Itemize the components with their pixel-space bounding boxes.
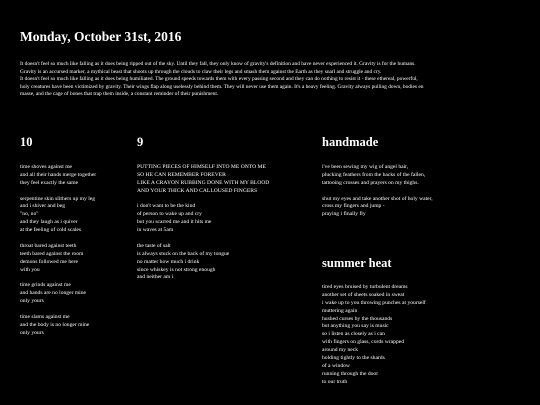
poem-line: and the body is no longer mine [20,321,90,328]
poem-line: AND YOUR THICK AND CALLOUSED FINGERS [137,187,258,194]
poem-line: so i listen as closely as i can [322,331,385,338]
poem-line: tattooing crosses and prayers on my thighs. [322,179,419,186]
poem-line: "no, no" [20,211,39,218]
poem-line: only yours [20,298,44,305]
intro-line: Gravity is an accursed marker, a mythical beast that shoots up through the clouds to claw their legs and smash them against the Earth as they snarl and struggle and cry. [20,68,382,75]
poem-line: praying i finally fly [322,211,366,218]
poem-line: holding tightly to the shards [322,355,385,362]
poem-line: of a window [322,362,350,369]
poem-10-body [20,164,96,338]
poem-stanza [322,196,433,220]
poem-stanza [322,284,426,387]
poem-line: tired eyes bruised by turbulent dreams [322,284,408,290]
poem-line: teeth bared against the room [20,250,84,257]
poem-line: only yours [20,329,44,336]
poem-line: to our truth [322,378,348,385]
poem-line: with fingers on glass, cords wrapped [322,339,405,346]
poem-title-summer-heat: summer heat [322,256,392,270]
poem-line: time grinds against me [20,282,71,289]
poem-line: of person to wake up and cry [137,211,202,218]
poem-line: but anything you say is music [322,323,389,330]
poem-line: time shoves against me [20,164,73,170]
poem-stanza [137,243,269,282]
page-title: Monday, October 31st, 2016 [20,29,182,44]
poem-line: i wake up to you throwing punches at yourself [322,299,426,306]
poem-line: muttering again [322,307,358,314]
poem-line: shut my eyes and take another shot of holy water, [322,195,433,202]
poem-line: no matter how much i drink [137,258,200,265]
poem-stanza [20,243,96,275]
poem-line: LIKE A CRAYON RUBBING DONE WITH MY BLOOD [137,179,270,186]
intro-line: masse, and the cage of bones that trap them inside, a constant reminder of their punishment. [20,91,219,98]
poem-line: and i shiver and beg [20,203,66,210]
poem-line: in waves at 5am [137,227,174,234]
poem-line: i don't want to be the kind [137,203,196,210]
poem-title-handmade: handmade [322,135,379,149]
poem-summer-heat-body [322,284,426,387]
poem-line: and neither am i [137,274,174,281]
poem-line: cross my fingers and jump - [322,203,385,210]
intro-line: holy creatures have been victimized by gravity. Their wings flap along uselessly behind them. They will never use them again. It's a heavy feeling. Gravity always pulling down, bodies en [20,83,424,90]
poem-stanza [137,164,269,196]
intro-paragraph [20,61,525,99]
intro-line: It doesn't feel so much like falling as it does being humiliated. The ground speeds towards them with every passing second and they can do nothing to resist it - these ethereal, powerful, [20,76,418,83]
poem-line: with you [20,266,40,273]
poem-stanza [20,196,96,235]
poem-line: hushed curses by the thousands [322,315,393,322]
poem-title-10: 10 [20,135,33,149]
poem-line: is always stuck on the back of my tongue [137,250,230,257]
poem-stanza [20,314,96,338]
poem-line: and all their hands merge together [20,171,97,178]
poem-line: running through the door [322,370,379,377]
poem-line: time slams against me [20,313,70,320]
poem-stanza [322,164,433,188]
poem-line: and hands are no longer mine [20,290,87,297]
poem-line: PUTTING PIECES OF HIMSELF INTO ME ONTO ME [137,164,266,170]
poem-handmade-body [322,164,433,219]
poem-line: demons followed me here [20,258,78,265]
poem-line: plucking feathers from the backs of the fallen, [322,171,426,178]
poem-line: around my neck [322,347,359,354]
poem-line: throat bared against teeth [20,242,77,249]
poem-line: serpentine skin slithers up my leg [20,195,96,202]
poem-line: and they laugh as i quiver [20,219,78,226]
poem-stanza [137,203,269,235]
poem-line: another set of sheets soaked in sweat [322,291,405,298]
intro-line: It doesn't feel so much like falling as it does being ripped out of the sky. Until they fall, they only know of gravity's definition and have never experienced it. Gravity is for the humans. [20,61,416,67]
poem-line: at the feeling of cold scales [20,227,82,234]
poem-line: they feel exactly the same [20,179,79,186]
poem-stanza [20,282,96,306]
poem-line: SO HE CAN REMEMBER FOREVER [137,171,226,178]
poem-title-9: 9 [137,135,144,149]
poem-line: but you scarred me and it hits me [137,219,212,226]
poem-line: since whiskey is not strong enough [137,266,216,273]
poem-line: the taste of salt [137,242,171,249]
poem-line: i've been sewing my wig of angel hair, [322,164,409,170]
poem-9-body [137,164,269,282]
poem-stanza [20,164,96,188]
